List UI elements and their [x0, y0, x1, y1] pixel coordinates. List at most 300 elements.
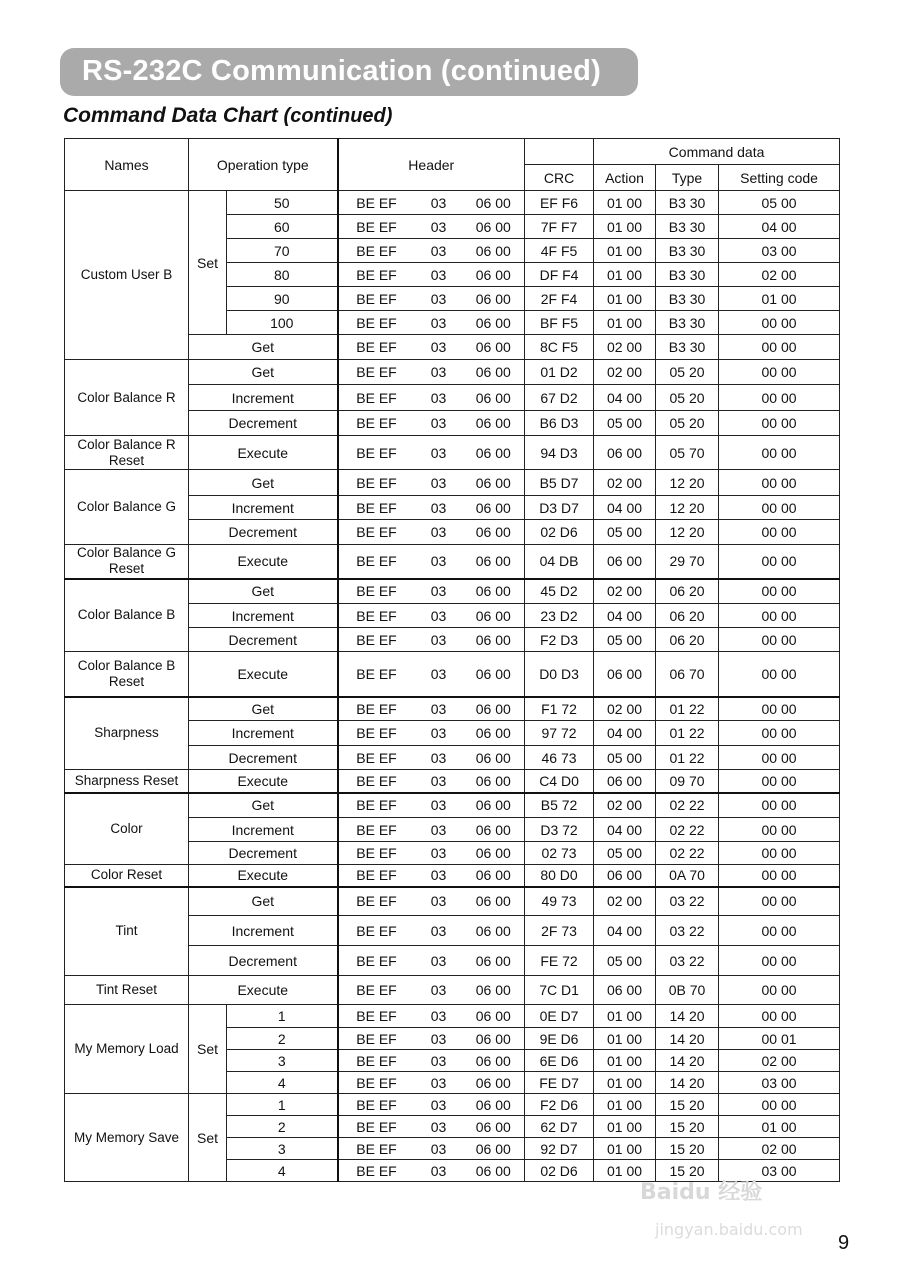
group-name-cell: Color Balance B Reset — [65, 652, 189, 697]
action-cell: 06 00 — [594, 436, 656, 470]
header-byte-2-cell: 03 — [415, 793, 463, 818]
action-cell: 02 00 — [594, 697, 656, 721]
header-byte-2-cell: 03 — [415, 263, 463, 287]
crc-cell: 62 D7 — [525, 1116, 594, 1138]
action-cell: 01 00 — [594, 287, 656, 311]
setting-code-cell: 00 00 — [719, 652, 840, 697]
group-name-cell: Custom User B — [65, 191, 189, 360]
type-cell: 02 22 — [656, 842, 719, 865]
type-cell: 02 22 — [656, 793, 719, 818]
header-names: Names — [65, 139, 189, 191]
setting-code-cell: 00 00 — [719, 604, 840, 628]
operation-value-cell: 80 — [227, 263, 338, 287]
crc-cell: 8C F5 — [525, 335, 594, 360]
header-byte-3-cell: 06 00 — [463, 1160, 525, 1182]
operation-value-cell: 1 — [227, 1005, 338, 1028]
header-byte-1-cell: BE EF — [338, 746, 415, 770]
header-byte-3-cell: 06 00 — [463, 842, 525, 865]
action-cell: 04 00 — [594, 818, 656, 842]
type-cell: 05 20 — [656, 411, 719, 436]
header-byte-2-cell: 03 — [415, 887, 463, 916]
header-byte-1-cell: BE EF — [338, 887, 415, 916]
header-byte-2-cell: 03 — [415, 1116, 463, 1138]
action-cell: 01 00 — [594, 1005, 656, 1028]
action-cell: 05 00 — [594, 842, 656, 865]
header-byte-2-cell: 03 — [415, 239, 463, 263]
operation-value-cell: 90 — [227, 287, 338, 311]
operation-cell: Execute — [189, 770, 338, 793]
header-byte-1-cell: BE EF — [338, 697, 415, 721]
action-cell: 01 00 — [594, 1116, 656, 1138]
header-byte-3-cell: 06 00 — [463, 746, 525, 770]
group-name-cell: My Memory Save — [65, 1094, 189, 1182]
setting-code-cell: 02 00 — [719, 1138, 840, 1160]
setting-code-cell: 05 00 — [719, 191, 840, 215]
crc-cell: B5 D7 — [525, 470, 594, 496]
header-action: Action — [594, 165, 656, 191]
header-byte-3-cell: 06 00 — [463, 697, 525, 721]
action-cell: 01 00 — [594, 1138, 656, 1160]
subtitle-text: Command Data Chart — [63, 104, 278, 127]
type-cell: 02 22 — [656, 818, 719, 842]
header-byte-1-cell: BE EF — [338, 311, 415, 335]
table-row — [65, 976, 840, 1005]
operation-cell: Increment — [189, 916, 338, 946]
header-byte-3-cell: 06 00 — [463, 385, 525, 411]
setting-code-cell: 00 00 — [719, 579, 840, 604]
watermark-url: jingyan.baidu.com — [655, 1220, 803, 1239]
header-byte-1-cell: BE EF — [338, 520, 415, 545]
header-byte-3-cell: 06 00 — [463, 287, 525, 311]
operation-value-cell: 2 — [227, 1116, 338, 1138]
table-row — [65, 1094, 840, 1116]
setting-code-cell: 00 00 — [719, 976, 840, 1005]
operation-cell: Decrement — [189, 946, 338, 976]
header-byte-2-cell: 03 — [415, 842, 463, 865]
type-cell: 15 20 — [656, 1116, 719, 1138]
crc-cell: 7F F7 — [525, 215, 594, 239]
page-title: RS-232C Communication (continued) — [82, 55, 601, 87]
type-cell: 15 20 — [656, 1094, 719, 1116]
header-byte-3-cell: 06 00 — [463, 215, 525, 239]
type-cell: 03 22 — [656, 916, 719, 946]
header-byte-1-cell: BE EF — [338, 1138, 415, 1160]
action-cell: 02 00 — [594, 793, 656, 818]
table-row — [65, 436, 840, 470]
type-cell: 01 22 — [656, 721, 719, 746]
action-cell: 02 00 — [594, 360, 656, 385]
header-byte-2-cell: 03 — [415, 1094, 463, 1116]
crc-cell: 4F F5 — [525, 239, 594, 263]
header-byte-3-cell: 06 00 — [463, 239, 525, 263]
operation-value-cell: 50 — [227, 191, 338, 215]
crc-cell: 0E D7 — [525, 1005, 594, 1028]
header-byte-1-cell: BE EF — [338, 1005, 415, 1028]
header-byte-3-cell: 06 00 — [463, 1050, 525, 1072]
setting-code-cell: 01 00 — [719, 1116, 840, 1138]
header-byte-3-cell: 06 00 — [463, 360, 525, 385]
header-byte-1-cell: BE EF — [338, 191, 415, 215]
header-byte-2-cell: 03 — [415, 1050, 463, 1072]
setting-code-cell: 00 00 — [719, 628, 840, 652]
header-byte-3-cell: 06 00 — [463, 946, 525, 976]
header-byte-3-cell: 06 00 — [463, 436, 525, 470]
operation-cell: Execute — [189, 545, 338, 579]
action-cell: 01 00 — [594, 1072, 656, 1094]
crc-cell: DF F4 — [525, 263, 594, 287]
header-byte-3-cell: 06 00 — [463, 263, 525, 287]
setting-code-cell: 02 00 — [719, 263, 840, 287]
action-cell: 01 00 — [594, 263, 656, 287]
header-byte-1-cell: BE EF — [338, 1072, 415, 1094]
action-cell: 05 00 — [594, 520, 656, 545]
type-cell: 0A 70 — [656, 865, 719, 887]
operation-cell: Increment — [189, 818, 338, 842]
page-number: 9 — [838, 1232, 850, 1254]
action-cell: 04 00 — [594, 721, 656, 746]
type-cell: 05 70 — [656, 436, 719, 470]
header-byte-2-cell: 03 — [415, 946, 463, 976]
operation-cell: Execute — [189, 976, 338, 1005]
action-cell: 02 00 — [594, 470, 656, 496]
header-byte-2-cell: 03 — [415, 1138, 463, 1160]
action-cell: 05 00 — [594, 746, 656, 770]
setting-code-cell: 00 00 — [719, 697, 840, 721]
operation-cell: Decrement — [189, 520, 338, 545]
crc-cell: F1 72 — [525, 697, 594, 721]
header-byte-3-cell: 06 00 — [463, 520, 525, 545]
crc-cell: 9E D6 — [525, 1028, 594, 1050]
crc-cell: B6 D3 — [525, 411, 594, 436]
type-cell: B3 30 — [656, 263, 719, 287]
header-type: Type — [656, 165, 719, 191]
header-byte-1-cell: BE EF — [338, 916, 415, 946]
type-cell: 15 20 — [656, 1160, 719, 1182]
type-cell: B3 30 — [656, 239, 719, 263]
group-name-cell: Color — [65, 793, 189, 865]
header-byte-1-cell: BE EF — [338, 411, 415, 436]
header-byte-3-cell: 06 00 — [463, 470, 525, 496]
header-byte-1-cell: BE EF — [338, 842, 415, 865]
operation-cell: Execute — [189, 652, 338, 697]
table-row — [65, 652, 840, 697]
header-byte-3-cell: 06 00 — [463, 1138, 525, 1160]
section-subtitle — [63, 104, 392, 128]
table-row — [65, 793, 840, 818]
header-crc: CRC — [525, 165, 594, 191]
header-byte-2-cell: 03 — [415, 360, 463, 385]
group-name-cell: Sharpness Reset — [65, 770, 189, 793]
header-byte-1-cell: BE EF — [338, 604, 415, 628]
header-byte-2-cell: 03 — [415, 311, 463, 335]
type-cell: 14 20 — [656, 1050, 719, 1072]
header-byte-2-cell: 03 — [415, 916, 463, 946]
crc-cell: D3 D7 — [525, 496, 594, 520]
crc-cell: 67 D2 — [525, 385, 594, 411]
setting-code-cell: 00 00 — [719, 865, 840, 887]
type-cell: B3 30 — [656, 335, 719, 360]
header-byte-1-cell: BE EF — [338, 628, 415, 652]
header-byte-3-cell: 06 00 — [463, 191, 525, 215]
set-label-cell: Set — [189, 1094, 227, 1182]
header-byte-1-cell: BE EF — [338, 946, 415, 976]
header-byte-3-cell: 06 00 — [463, 1072, 525, 1094]
header-byte-1-cell: BE EF — [338, 239, 415, 263]
operation-value-cell: 3 — [227, 1138, 338, 1160]
type-cell: 03 22 — [656, 887, 719, 916]
setting-code-cell: 00 00 — [719, 887, 840, 916]
header-byte-2-cell: 03 — [415, 1005, 463, 1028]
action-cell: 05 00 — [594, 628, 656, 652]
group-name-cell: Color Balance R — [65, 360, 189, 436]
header-byte-2-cell: 03 — [415, 652, 463, 697]
setting-code-cell: 00 00 — [719, 311, 840, 335]
crc-cell: EF F6 — [525, 191, 594, 215]
watermark: Baidu 经验 — [640, 1180, 763, 1205]
header-byte-2-cell: 03 — [415, 697, 463, 721]
header-byte-1-cell: BE EF — [338, 436, 415, 470]
action-cell: 04 00 — [594, 385, 656, 411]
header-byte-2-cell: 03 — [415, 628, 463, 652]
action-cell: 06 00 — [594, 770, 656, 793]
crc-cell: 49 73 — [525, 887, 594, 916]
group-name-cell: Color Balance B — [65, 579, 189, 652]
action-cell: 01 00 — [594, 215, 656, 239]
header-byte-3-cell: 06 00 — [463, 604, 525, 628]
crc-cell: 45 D2 — [525, 579, 594, 604]
header-byte-2-cell: 03 — [415, 411, 463, 436]
command-data-table — [64, 138, 840, 1182]
header-byte-3-cell: 06 00 — [463, 1005, 525, 1028]
header-byte-2-cell: 03 — [415, 287, 463, 311]
crc-cell: BF F5 — [525, 311, 594, 335]
operation-value-cell: 70 — [227, 239, 338, 263]
header-byte-2-cell: 03 — [415, 976, 463, 1005]
setting-code-cell: 00 00 — [719, 360, 840, 385]
header-byte-2-cell: 03 — [415, 385, 463, 411]
table-row — [65, 697, 840, 721]
action-cell: 05 00 — [594, 411, 656, 436]
header-byte-2-cell: 03 — [415, 545, 463, 579]
crc-cell: FE D7 — [525, 1072, 594, 1094]
type-cell: 12 20 — [656, 496, 719, 520]
type-cell: 06 20 — [656, 604, 719, 628]
table-body — [65, 191, 840, 1182]
operation-cell: Decrement — [189, 746, 338, 770]
crc-cell: D0 D3 — [525, 652, 594, 697]
header-byte-3-cell: 06 00 — [463, 1028, 525, 1050]
header-byte-1-cell: BE EF — [338, 1094, 415, 1116]
header-byte-1-cell: BE EF — [338, 1160, 415, 1182]
crc-cell: D3 72 — [525, 818, 594, 842]
header-byte-2-cell: 03 — [415, 579, 463, 604]
header-byte-2-cell: 03 — [415, 1072, 463, 1094]
operation-cell: Get — [189, 470, 338, 496]
header-byte-3-cell: 06 00 — [463, 721, 525, 746]
header-byte-2-cell: 03 — [415, 721, 463, 746]
action-cell: 02 00 — [594, 335, 656, 360]
crc-cell: 80 D0 — [525, 865, 594, 887]
action-cell: 06 00 — [594, 652, 656, 697]
operation-cell: Increment — [189, 496, 338, 520]
header-byte-2-cell: 03 — [415, 436, 463, 470]
header-byte-1-cell: BE EF — [338, 1028, 415, 1050]
group-name-cell: Color Balance R Reset — [65, 436, 189, 470]
operation-cell: Decrement — [189, 628, 338, 652]
crc-cell: 02 D6 — [525, 520, 594, 545]
setting-code-cell: 00 00 — [719, 520, 840, 545]
setting-code-cell: 01 00 — [719, 287, 840, 311]
operation-cell: Increment — [189, 604, 338, 628]
action-cell: 04 00 — [594, 604, 656, 628]
header-byte-3-cell: 06 00 — [463, 865, 525, 887]
group-name-cell: Sharpness — [65, 697, 189, 770]
header-header: Header — [338, 139, 525, 191]
header-byte-3-cell: 06 00 — [463, 793, 525, 818]
header-byte-3-cell: 06 00 — [463, 770, 525, 793]
header-byte-2-cell: 03 — [415, 215, 463, 239]
operation-cell: Increment — [189, 721, 338, 746]
crc-cell: FE 72 — [525, 946, 594, 976]
action-cell: 04 00 — [594, 496, 656, 520]
header-byte-3-cell: 06 00 — [463, 1094, 525, 1116]
operation-value-cell: 2 — [227, 1028, 338, 1050]
header-byte-1-cell: BE EF — [338, 385, 415, 411]
table-row — [65, 545, 840, 579]
crc-cell: F2 D6 — [525, 1094, 594, 1116]
action-cell: 01 00 — [594, 191, 656, 215]
table-row — [65, 1005, 840, 1028]
header-byte-1-cell: BE EF — [338, 263, 415, 287]
header-byte-1-cell: BE EF — [338, 579, 415, 604]
operation-cell: Execute — [189, 865, 338, 887]
header-byte-1-cell: BE EF — [338, 652, 415, 697]
header-byte-3-cell: 06 00 — [463, 887, 525, 916]
setting-code-cell: 00 00 — [719, 436, 840, 470]
header-byte-3-cell: 06 00 — [463, 976, 525, 1005]
action-cell: 01 00 — [594, 239, 656, 263]
operation-cell: Decrement — [189, 411, 338, 436]
header-operation-type: Operation type — [189, 139, 338, 191]
operation-value-cell: 60 — [227, 215, 338, 239]
type-cell: 06 20 — [656, 579, 719, 604]
operation-cell: Get — [189, 360, 338, 385]
setting-code-cell: 00 00 — [719, 335, 840, 360]
header-byte-3-cell: 06 00 — [463, 818, 525, 842]
operation-cell: Get — [189, 887, 338, 916]
table-row — [65, 887, 840, 916]
header-byte-3-cell: 06 00 — [463, 1116, 525, 1138]
type-cell: 14 20 — [656, 1005, 719, 1028]
header-byte-1-cell: BE EF — [338, 865, 415, 887]
header-byte-1-cell: BE EF — [338, 545, 415, 579]
type-cell: 09 70 — [656, 770, 719, 793]
group-name-cell: Color Reset — [65, 865, 189, 887]
setting-code-cell: 00 00 — [719, 545, 840, 579]
action-cell: 05 00 — [594, 946, 656, 976]
header-byte-3-cell: 06 00 — [463, 579, 525, 604]
operation-value-cell: 3 — [227, 1050, 338, 1072]
subtitle-suffix: (continued) — [283, 105, 393, 127]
header-byte-2-cell: 03 — [415, 470, 463, 496]
type-cell: 03 22 — [656, 946, 719, 976]
header-byte-1-cell: BE EF — [338, 360, 415, 385]
setting-code-cell: 00 00 — [719, 411, 840, 436]
header-byte-2-cell: 03 — [415, 818, 463, 842]
header-crc-top — [525, 139, 594, 165]
action-cell: 04 00 — [594, 916, 656, 946]
setting-code-cell: 00 00 — [719, 770, 840, 793]
group-name-cell: Tint — [65, 887, 189, 976]
setting-code-cell: 00 00 — [719, 916, 840, 946]
setting-code-cell: 00 00 — [719, 1005, 840, 1028]
header-byte-1-cell: BE EF — [338, 215, 415, 239]
crc-cell: 7C D1 — [525, 976, 594, 1005]
operation-cell: Get — [189, 697, 338, 721]
type-cell: 0B 70 — [656, 976, 719, 1005]
operation-cell: Get — [189, 579, 338, 604]
action-cell: 06 00 — [594, 976, 656, 1005]
operation-cell: Decrement — [189, 842, 338, 865]
header-byte-2-cell: 03 — [415, 746, 463, 770]
header-byte-3-cell: 06 00 — [463, 545, 525, 579]
crc-cell: 04 DB — [525, 545, 594, 579]
header-byte-3-cell: 06 00 — [463, 916, 525, 946]
setting-code-cell: 00 00 — [719, 721, 840, 746]
action-cell: 02 00 — [594, 579, 656, 604]
action-cell: 02 00 — [594, 887, 656, 916]
type-cell: 14 20 — [656, 1028, 719, 1050]
type-cell: B3 30 — [656, 287, 719, 311]
header-byte-2-cell: 03 — [415, 496, 463, 520]
action-cell: 06 00 — [594, 545, 656, 579]
title-banner — [60, 48, 638, 96]
header-byte-2-cell: 03 — [415, 770, 463, 793]
setting-code-cell: 03 00 — [719, 1160, 840, 1182]
setting-code-cell: 00 00 — [719, 385, 840, 411]
setting-code-cell: 03 00 — [719, 1072, 840, 1094]
crc-cell: F2 D3 — [525, 628, 594, 652]
header-byte-1-cell: BE EF — [338, 818, 415, 842]
header-byte-3-cell: 06 00 — [463, 496, 525, 520]
crc-cell: 23 D2 — [525, 604, 594, 628]
crc-cell: 97 72 — [525, 721, 594, 746]
crc-cell: 6E D6 — [525, 1050, 594, 1072]
header-byte-1-cell: BE EF — [338, 470, 415, 496]
type-cell: 12 20 — [656, 520, 719, 545]
action-cell: 01 00 — [594, 1094, 656, 1116]
action-cell: 06 00 — [594, 865, 656, 887]
type-cell: 14 20 — [656, 1072, 719, 1094]
header-byte-1-cell: BE EF — [338, 287, 415, 311]
header-byte-3-cell: 06 00 — [463, 652, 525, 697]
type-cell: B3 30 — [656, 191, 719, 215]
setting-code-cell: 00 00 — [719, 818, 840, 842]
action-cell: 01 00 — [594, 1160, 656, 1182]
header-command-data: Command data — [594, 139, 840, 165]
header-byte-1-cell: BE EF — [338, 1116, 415, 1138]
setting-code-cell: 00 01 — [719, 1028, 840, 1050]
header-byte-1-cell: BE EF — [338, 976, 415, 1005]
type-cell: 12 20 — [656, 470, 719, 496]
setting-code-cell: 00 00 — [719, 793, 840, 818]
operation-cell: Get — [189, 335, 338, 360]
type-cell: 05 20 — [656, 360, 719, 385]
action-cell: 01 00 — [594, 1028, 656, 1050]
operation-value-cell: 4 — [227, 1160, 338, 1182]
header-byte-1-cell: BE EF — [338, 335, 415, 360]
header-byte-1-cell: BE EF — [338, 793, 415, 818]
